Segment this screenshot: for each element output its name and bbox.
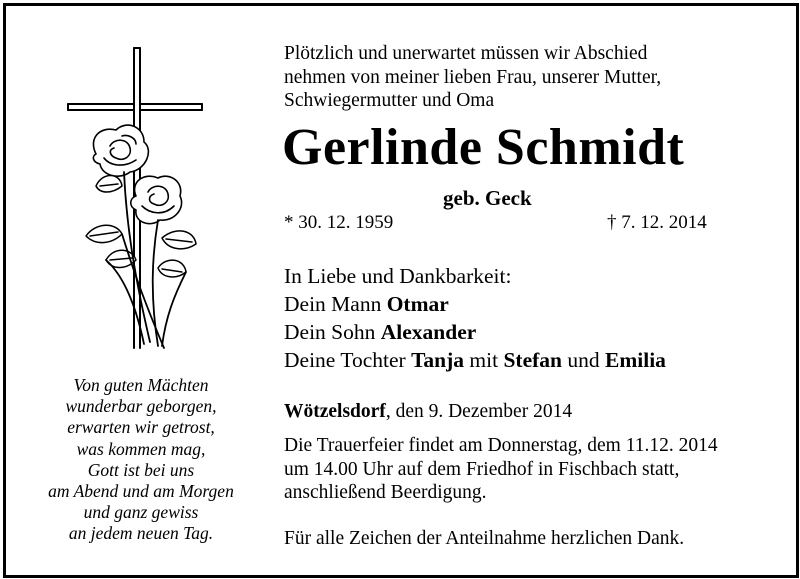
son-prefix: Dein Sohn (284, 320, 376, 344)
husband-prefix: Dein Mann (284, 292, 382, 316)
funeral-line: Die Trauerfeier findet am Donnerstag, dem 11.12. 2014 (284, 435, 718, 456)
poem-line: wunderbar geborgen, (65, 396, 217, 417)
mourner-line-daughter (284, 346, 666, 374)
poem-line: an jedem neuen Tag. (68, 523, 214, 544)
intro-line: nehmen von meiner lieben Frau, unserer Mutter, (284, 66, 662, 88)
grandchild-name: Emilia (605, 348, 666, 372)
place-date-line (284, 401, 572, 423)
intro-line: Plötzlich und unerwartet müssen wir Abschied (284, 43, 648, 64)
intro-line: Schwiegermutter und Oma (284, 90, 495, 111)
funeral-line: um 14.00 Uhr auf dem Friedhof in Fischbach statt, (284, 458, 680, 480)
notice-date: , den 9. Dezember 2014 (385, 401, 573, 422)
daughter-prefix: Deine Tochter (284, 348, 406, 372)
son-name: Alexander (380, 320, 477, 344)
poem-line: am Abend und am Morgen (48, 481, 234, 502)
poem (16, 375, 266, 545)
cross-with-roses-icon (66, 46, 216, 356)
daughter-name: Tanja (411, 348, 465, 372)
intro-text (284, 42, 661, 113)
partner-name: Stefan (503, 348, 562, 372)
mourner-line-husband (284, 290, 666, 318)
birth-date: * 30. 12. 1959 (284, 212, 394, 233)
poem-line: und ganz gewiss (83, 502, 199, 523)
and-word: und (567, 348, 600, 372)
poem-line: was kommen mag, (76, 438, 206, 459)
poem-line: Gott ist bei uns (87, 459, 195, 480)
mourner-line-son (284, 318, 666, 346)
death-date: † 7. 12. 2014 (607, 212, 707, 233)
funeral-info (284, 434, 718, 505)
thanks-line: Für alle Zeichen der Anteilnahme herzlichen Dank. (284, 528, 685, 549)
place-name: Wötzelsdorf (284, 401, 386, 422)
mourners-heading: In Liebe und Dankbarkeit: (284, 264, 512, 288)
deceased-name: Gerlinde Schmidt (282, 119, 685, 176)
poem-line: Von guten Mächten (73, 375, 209, 395)
mourners-block (284, 262, 666, 374)
funeral-line: anschließend Beerdigung. (284, 482, 487, 503)
poem-line: erwarten wir getrost, (67, 417, 215, 438)
maiden-name: geb. Geck (443, 186, 532, 210)
husband-name: Otmar (386, 292, 449, 316)
with-word: mit (469, 348, 499, 372)
obituary-notice (3, 3, 799, 578)
